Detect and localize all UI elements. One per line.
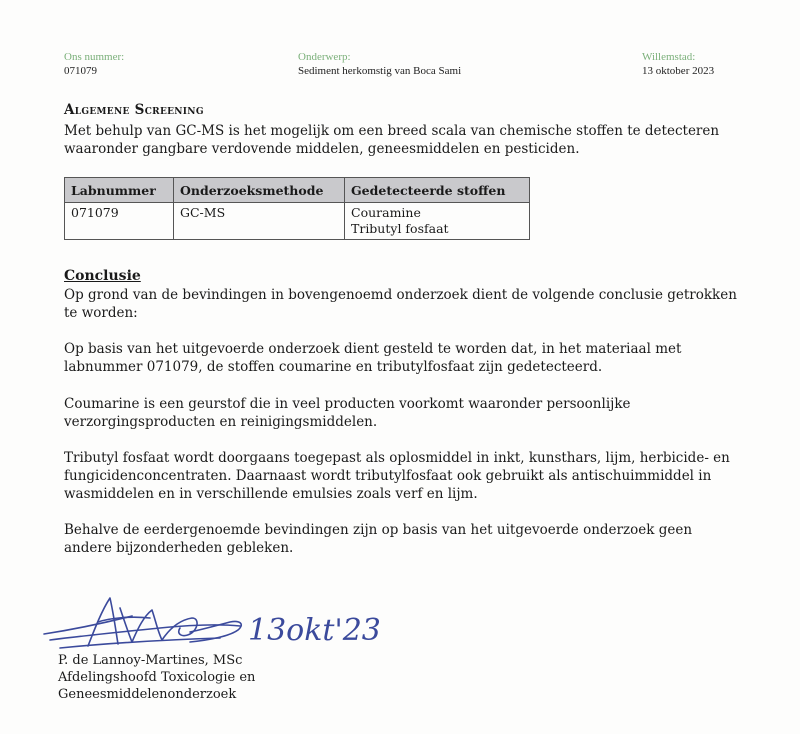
table-header-row	[65, 178, 530, 203]
col-header-stoffen: Gedetecteerde stoffen	[345, 178, 530, 203]
screening-title: Algemene Screening	[64, 102, 204, 118]
onderwerp-label: Onderwerp:	[298, 51, 351, 63]
header-datum	[642, 50, 714, 78]
header-onderwerp	[298, 50, 461, 78]
ons-nummer-label: Ons nummer:	[64, 51, 125, 63]
conclusie-paragraph-5: Behalve de eerdergenoemde bevindingen zijn op basis van het uitgevoerde onderzoek geen andere bijzonderheden gebleken.	[64, 522, 693, 556]
stof-1: Couramine	[351, 205, 421, 220]
conclusie-paragraph-1: Op grond van de bevindingen in bovengenoemd onderzoek dient de volgende conclusie getrokken te worden:	[64, 287, 737, 321]
cell-labnummer: 071079	[65, 203, 174, 240]
datum-value: 13 oktober 2023	[642, 65, 715, 77]
cell-methode: GC-MS	[174, 203, 345, 240]
signatory-name: P. de Lannoy-Martines, MSc	[58, 653, 243, 668]
stof-2: Tributyl fosfaat	[351, 221, 449, 236]
conclusie-title: Conclusie	[64, 268, 141, 284]
col-header-methode: Onderzoeksmethode	[174, 178, 345, 203]
signature-date: 13okt'23	[248, 613, 381, 648]
signatory-role-line-2: Geneesmiddelenonderzoek	[58, 687, 237, 702]
ons-nummer-value: 071079	[64, 65, 97, 77]
screening-text: Met behulp van GC-MS is het mogelijk om een breed scala van chemische stoffen te detecteren waaronder gangbare verdovende middelen, geneesmiddelen en pesticiden.	[64, 123, 720, 157]
signatory-block	[58, 652, 255, 703]
signatory-role-line-1: Afdelingshoofd Toxicologie en	[58, 670, 256, 685]
conclusie-paragraph-4: Tributyl fosfaat wordt doorgaans toegepast als oplosmiddel in inkt, kunsthars, lijm, herbicide- en fungicidenconcentraten. Daarnaast wordt tributylfosfaat ook gebruikt als antischuimmiddel in wasmiddelen en in verschillende emulsies zoals verf en lijm.	[64, 450, 730, 502]
results-table	[64, 177, 530, 240]
conclusie-paragraph-3: Coumarine is een geurstof die in veel producten voorkomt waaronder persoonlijke verzorgingsproducten en reinigingsmiddelen.	[64, 396, 631, 430]
handwritten-signature	[40, 588, 400, 658]
col-header-labnummer: Labnummer	[65, 178, 174, 203]
conclusie-paragraph-2: Op basis van het uitgevoerde onderzoek dient gesteld te worden dat, in het materiaal met labnummer 071079, de stoffen coumarine en tributylfosfaat zijn gedetecteerd.	[64, 341, 682, 375]
onderwerp-value: Sediment herkomstig van Boca Sami	[298, 65, 462, 77]
plaats-label: Willemstad:	[642, 51, 696, 63]
table-row	[65, 203, 530, 240]
cell-stoffen	[345, 203, 530, 240]
header-ons-nummer	[64, 50, 124, 78]
